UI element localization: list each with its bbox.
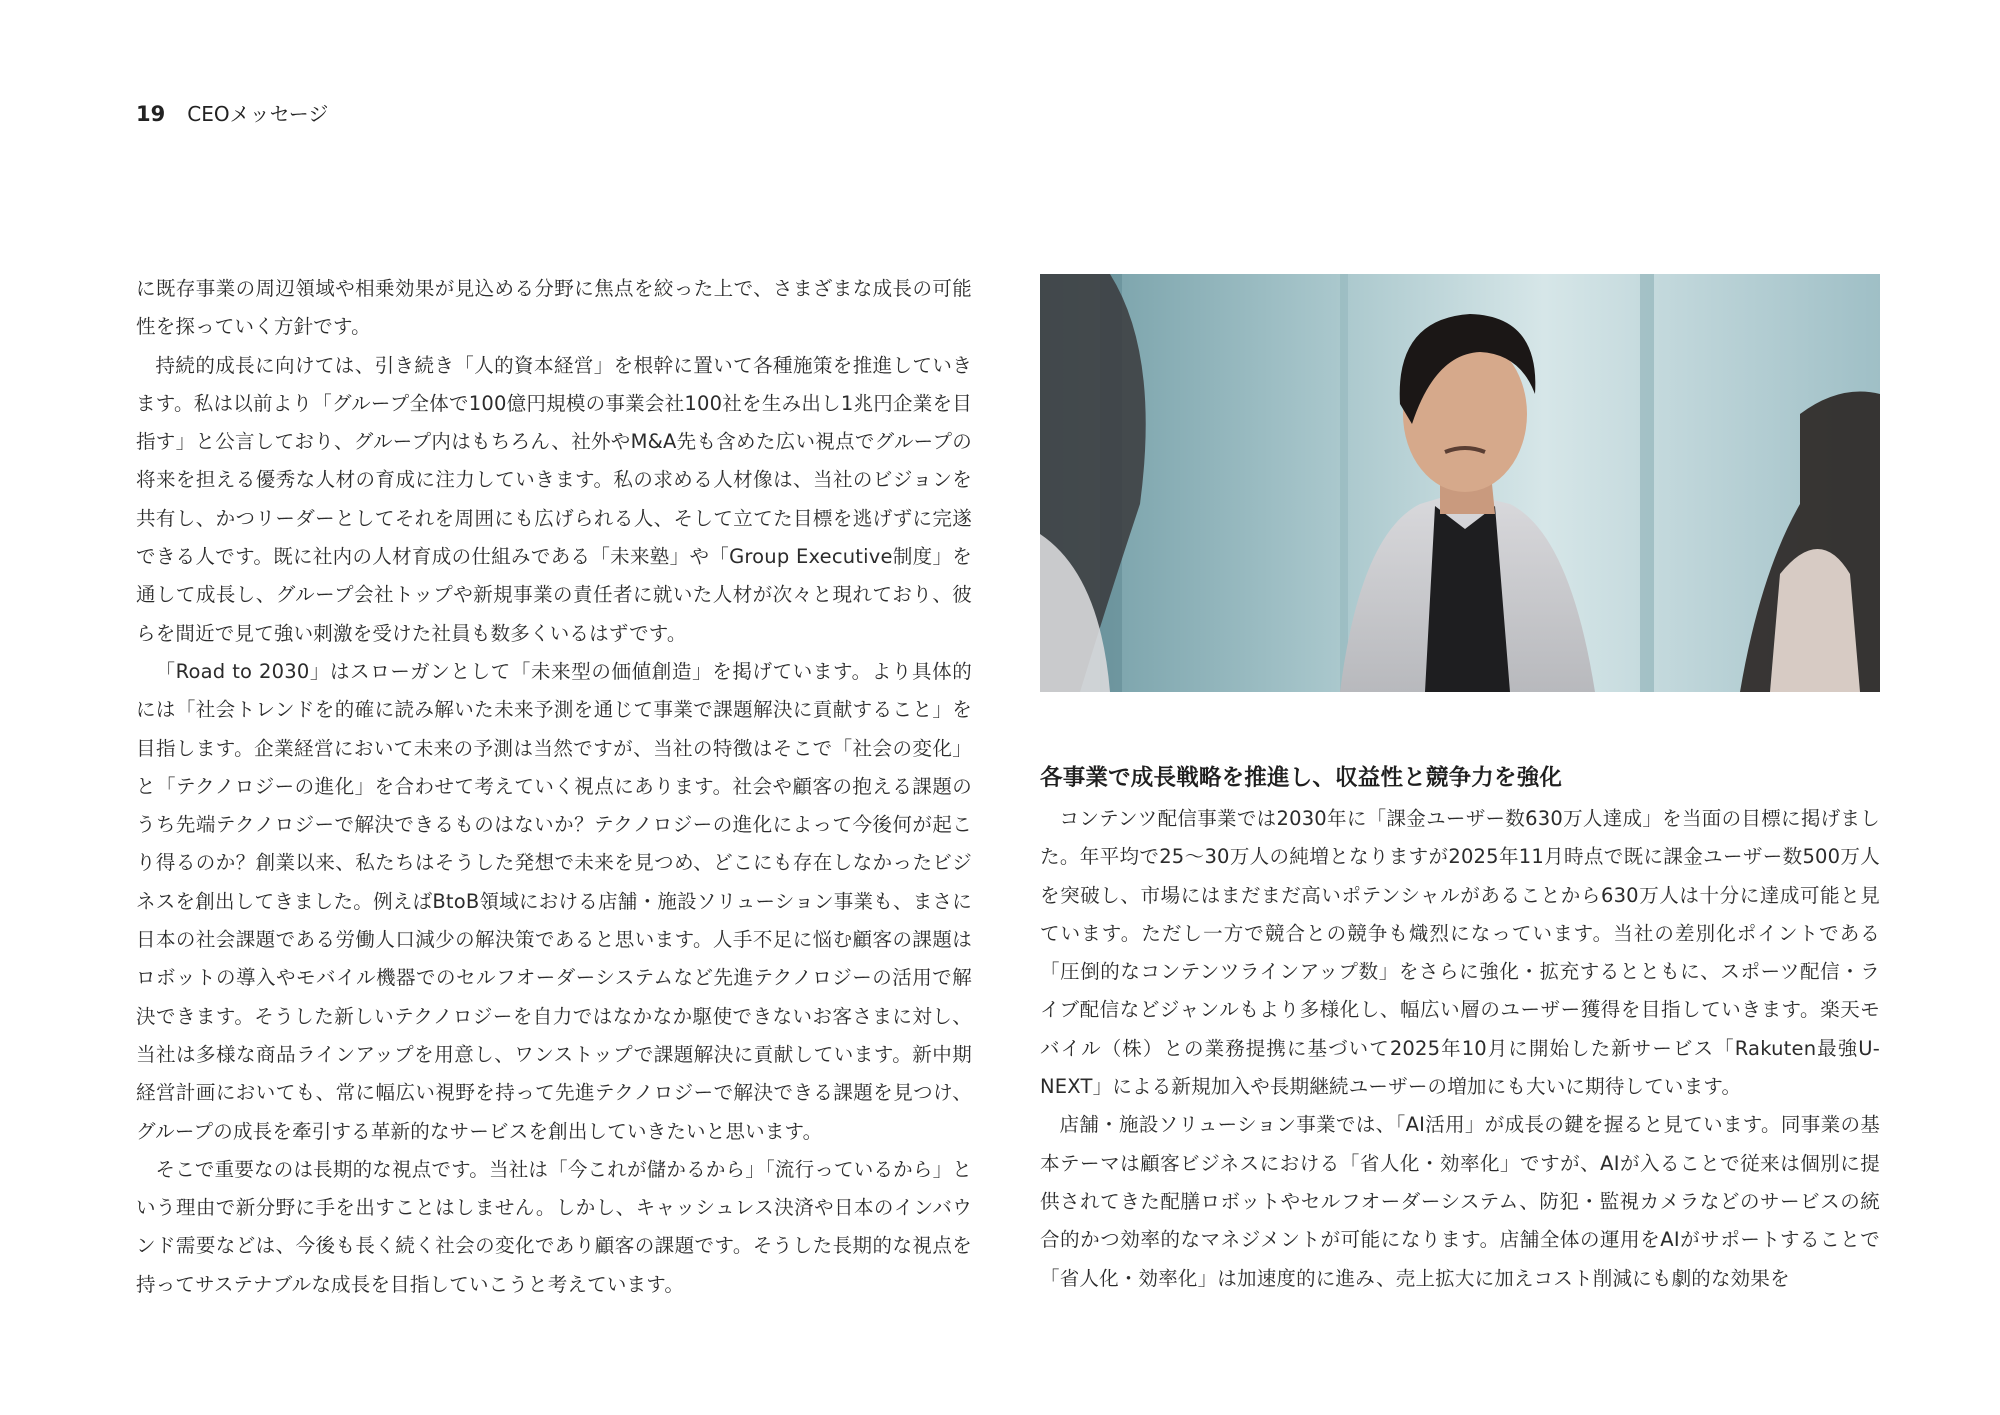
section-heading: 各事業で成長戦略を推進し、収益性と競争力を強化 xyxy=(1040,765,1563,791)
paragraph: 持続的成長に向けては、引き続き「人的資本経営」を根幹に置いて各種施策を推進していきます。私は以前より「グループ全体で100億円規模の事業会社100社を生み出し1兆円企業を目指す」と公言しており、グループ内はもちろん、社外やM&A先も含めた広い視点でグループの将来を担える優秀な人材の育成に注力していきます。私の求める人材像は、当社のビジョンを共有し、かつリーダーとしてそれを周囲にも広げられる人、そして立てた目標を逃げずに完遂できる人です。既に社内の人材育成の仕組みである「未来塾」や「Group Executive制度」を通して成長し、グループ会社トップや新規事業の責任者に就いた人材が次々と現れており、彼らを間近で見て強い刺激を受けた社員も数多くいるはずです。 xyxy=(136,353,972,645)
page-number: 19 xyxy=(136,102,166,126)
page-header xyxy=(136,98,328,127)
ceo-photo-illustration xyxy=(1040,274,1880,692)
paragraph: に既存事業の周辺領域や相乗効果が見込める分野に焦点を絞った上で、さまざまな成長の可能性を探っていく方針です。 xyxy=(136,277,972,339)
paragraph: そこで重要なのは長期的な視点です。当社は「今これが儲かるから」「流行っているから」という理由で新分野に手を出すことはしません。しかし、キャッシュレス決済や日本のインバウンド需要などは、今後も長く続く社会の変化であり顧客の課題です。そうした長期的な視点を持ってサステナブルな成長を目指していこうと考えています。 xyxy=(136,1157,972,1296)
right-column xyxy=(1040,760,1880,1298)
paragraph: コンテンツ配信事業では2030年に「課金ユーザー数630万人達成」を当面の目標に掲げました。年平均で25〜30万人の純増となりますが2025年11月時点で既に課金ユーザー数500万人を突破し、市場にはまだまだ高いポテンシャルがあることから630万人は十分に達成可能と見ています。ただし一方で競合との競争も熾烈になっています。当社の差別化ポイントである「圧倒的なコンテンツラインアップ数」をさらに強化・拡充するとともに、スポーツ配信・ライブ配信などジャンルもより多様化し、幅広い層のユーザー獲得を目指していきます。楽天モバイル（株）との業務提携に基づいて2025年10月に開始した新サービス「Rakuten最強U-NEXT」による新規加入や長期継続ユーザーの増加にも大いに期待しています。 xyxy=(1040,807,1880,1099)
section-title: CEOメッセージ xyxy=(187,102,329,126)
ceo-photo xyxy=(1040,274,1880,692)
paragraph: 店舗・施設ソリューション事業では、「AI活用」が成長の鍵を握ると見ています。同事業の基本テーマは顧客ビジネスにおける「省人化・効率化」ですが、AIが入ることで従来は個別に提供されてきた配膳ロボットやセルフオーダーシステム、防犯・監視カメラなどのサービスの統合的かつ効率的なマネジメントが可能になります。店舗全体の運用をAIがサポートすることで「省人化・効率化」は加速度的に進み、売上拡大に加えコスト削減にも劇的な効果を xyxy=(1040,1113,1880,1290)
paragraph: 「Road to 2030」はスローガンとして「未来型の価値創造」を掲げています。より具体的には「社会トレンドを的確に読み解いた未来予測を通じて事業で課題解決に貢献すること」を目指します。企業経営において未来の予測は当然ですが、当社の特徴はそこで「社会の変化」と「テクノロジーの進化」を合わせて考えていく視点にあります。社会や顧客の抱える課題のうち先端テクノロジーで解決できるものはないか？テクノロジーの進化によって今後何が起こり得るのか？創業以来、私たちはそうした発想で未来を見つめ、どこにも存在しなかったビジネスを創出してきました。例えばBtoB領域における店舗・施設ソリューション事業も、まさに日本の社会課題である労働人口減少の解決策であると思います。人手不足に悩む顧客の課題はロボットの導入やモバイル機器でのセルフオーダーシステムなど先進テクノロジーの活用で解決できます。そうした新しいテクノロジーを自力ではなかなか駆使できないお客さまに対し、当社は多様な商品ラインアップを用意し、ワンストップで課題解決に貢献しています。新中期経営計画においても、常に幅広い視野を持って先進テクノロジーで解決できる課題を見つけ、グループの成長を牽引する革新的なサービスを創出していきたいと思います。 xyxy=(136,659,972,1143)
left-column xyxy=(136,270,972,1304)
